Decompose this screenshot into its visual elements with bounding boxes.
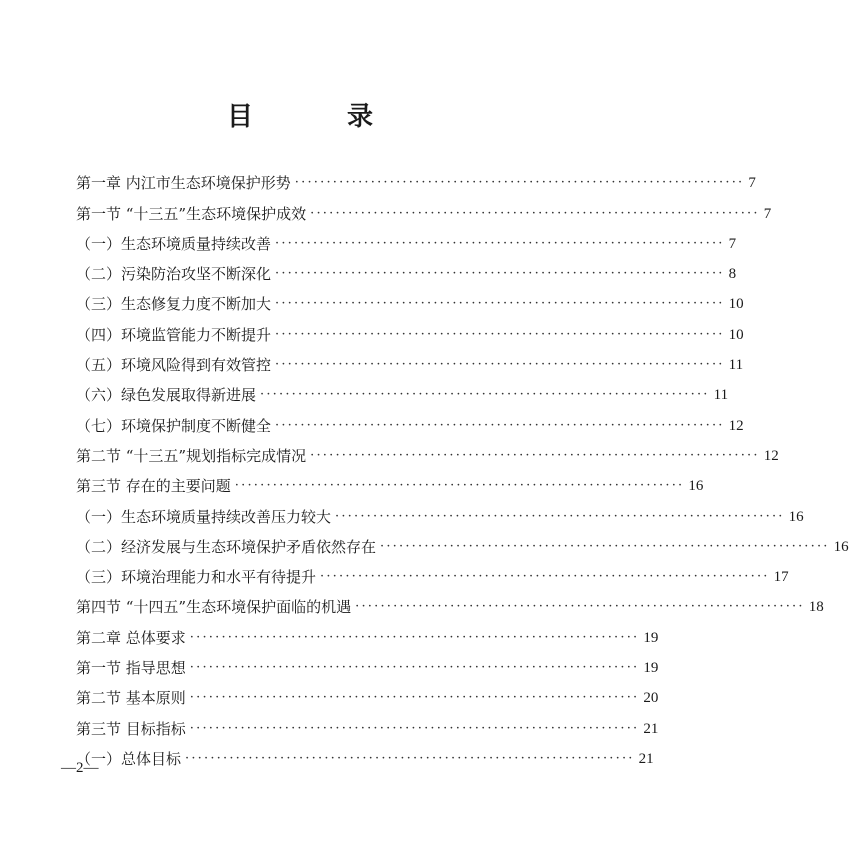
toc-entry-page: 16: [788, 508, 804, 525]
toc-entry-page: 7: [728, 235, 737, 252]
toc-entry[interactable]: [76, 466, 704, 496]
toc-entry-page: 21: [638, 750, 654, 767]
toc-entry-page: 10: [728, 296, 744, 313]
toc-entry[interactable]: [76, 648, 659, 678]
toc-entry-label: （一）总体目标: [76, 749, 182, 768]
toc-entry-page: 10: [728, 326, 744, 343]
toc-entry[interactable]: [76, 163, 756, 193]
toc-entry[interactable]: [76, 617, 659, 647]
toc-entry-label: （七）环境保护制度不断健全: [76, 416, 272, 435]
toc-dot-leader: ·······································································: [310, 205, 760, 221]
toc-entry[interactable]: [76, 375, 729, 405]
toc-dot-leader: ·······································································: [189, 720, 640, 736]
toc-dot-leader: ·······································································: [275, 357, 725, 373]
toc-entry[interactable]: [76, 739, 654, 769]
toc-entry-page: 20: [643, 690, 659, 707]
toc-dot-leader: ·······································································: [189, 690, 640, 706]
toc-entry-label: 第二节 “十三五”规划指标完成情况: [76, 446, 307, 465]
toc-dot-leader: ·······································································: [355, 599, 805, 615]
toc-entry-page: 21: [643, 720, 659, 737]
toc-entry[interactable]: [76, 224, 737, 254]
toc-entry[interactable]: [76, 557, 789, 587]
toc-dot-leader: ·······································································: [275, 235, 725, 251]
toc-entry-label: 第二节 基本原则: [76, 689, 186, 708]
toc-entry-page: 11: [713, 387, 729, 404]
toc-entry-label: 第四节 “十四五”生态环境保护面临的机遇: [76, 598, 352, 617]
toc-entry-label: （五）环境风险得到有效管控: [76, 356, 272, 375]
toc-dot-leader: ·······································································: [294, 175, 745, 191]
toc-entry[interactable]: [76, 436, 779, 466]
toc-entry-page: 19: [643, 660, 659, 677]
toc-entry-page: 11: [728, 357, 744, 374]
toc-entry-page: 16: [688, 478, 704, 495]
toc-entry-label: （一）生态环境质量持续改善压力较大: [76, 507, 332, 526]
toc-entry[interactable]: [76, 193, 772, 223]
toc-entry-page: 19: [643, 629, 659, 646]
toc-dot-leader: ·······································································: [260, 387, 710, 403]
toc-dot-leader: ·······································································: [380, 538, 830, 554]
page-title: 目 录: [226, 102, 407, 132]
toc-entry-page: 17: [773, 569, 789, 586]
toc-dot-leader: ·······································································: [310, 447, 760, 463]
toc-entry[interactable]: [76, 405, 744, 435]
toc-dot-leader: ·······································································: [185, 750, 635, 766]
toc-entry-label: 第三节 目标指标: [76, 719, 186, 738]
toc-entry[interactable]: [76, 587, 824, 617]
toc-dot-leader: ·······································································: [335, 508, 785, 524]
toc-entry-page: 7: [748, 175, 756, 192]
toc-entry[interactable]: [76, 708, 659, 738]
toc-entry[interactable]: [76, 254, 737, 284]
toc-entry-page: 16: [833, 538, 849, 555]
toc-entry-page: 18: [808, 599, 824, 616]
toc-entry[interactable]: [76, 314, 744, 344]
toc-dot-leader: ·······································································: [275, 296, 725, 312]
toc-entry-label: （四）环境监管能力不断提升: [76, 325, 272, 344]
toc-entry-label: （一）生态环境质量持续改善: [76, 234, 272, 253]
toc-entry-page: 8: [728, 266, 737, 283]
page-number: —2—: [61, 760, 99, 776]
toc-entry[interactable]: [76, 284, 744, 314]
table-of-contents: [76, 163, 849, 769]
toc-entry-label: （二）污染防治攻坚不断深化: [76, 265, 272, 284]
toc-entry-label: （三）生态修复力度不断加大: [76, 295, 272, 314]
toc-dot-leader: ·······································································: [189, 629, 640, 645]
toc-entry-page: 12: [728, 417, 744, 434]
toc-dot-leader: ·······································································: [275, 266, 725, 282]
toc-entry[interactable]: [76, 496, 804, 526]
toc-entry-page: 12: [763, 447, 779, 464]
toc-dot-leader: ·······································································: [234, 478, 685, 494]
toc-dot-leader: ·······································································: [320, 569, 770, 585]
toc-entry-label: （二）经济发展与生态环境保护矛盾依然存在: [76, 537, 377, 556]
toc-entry-page: 7: [763, 205, 772, 222]
toc-entry-label: 第三节 存在的主要问题: [76, 477, 231, 496]
toc-entry-label: 第一章 内江市生态环境保护形势: [76, 174, 291, 193]
toc-entry-label: 第一节 指导思想: [76, 659, 186, 678]
toc-entry[interactable]: [76, 345, 744, 375]
toc-entry-label: （六）绿色发展取得新进展: [76, 386, 257, 405]
toc-entry-label: 第一节 “十三五”生态环境保护成效: [76, 204, 307, 223]
toc-entry[interactable]: [76, 678, 659, 708]
toc-entry-label: （三）环境治理能力和水平有待提升: [76, 568, 317, 587]
toc-dot-leader: ·······································································: [275, 326, 725, 342]
toc-entry[interactable]: [76, 527, 849, 557]
toc-entry-label: 第二章 总体要求: [76, 628, 186, 647]
toc-dot-leader: ·······································································: [189, 660, 640, 676]
toc-dot-leader: ·······································································: [275, 417, 725, 433]
